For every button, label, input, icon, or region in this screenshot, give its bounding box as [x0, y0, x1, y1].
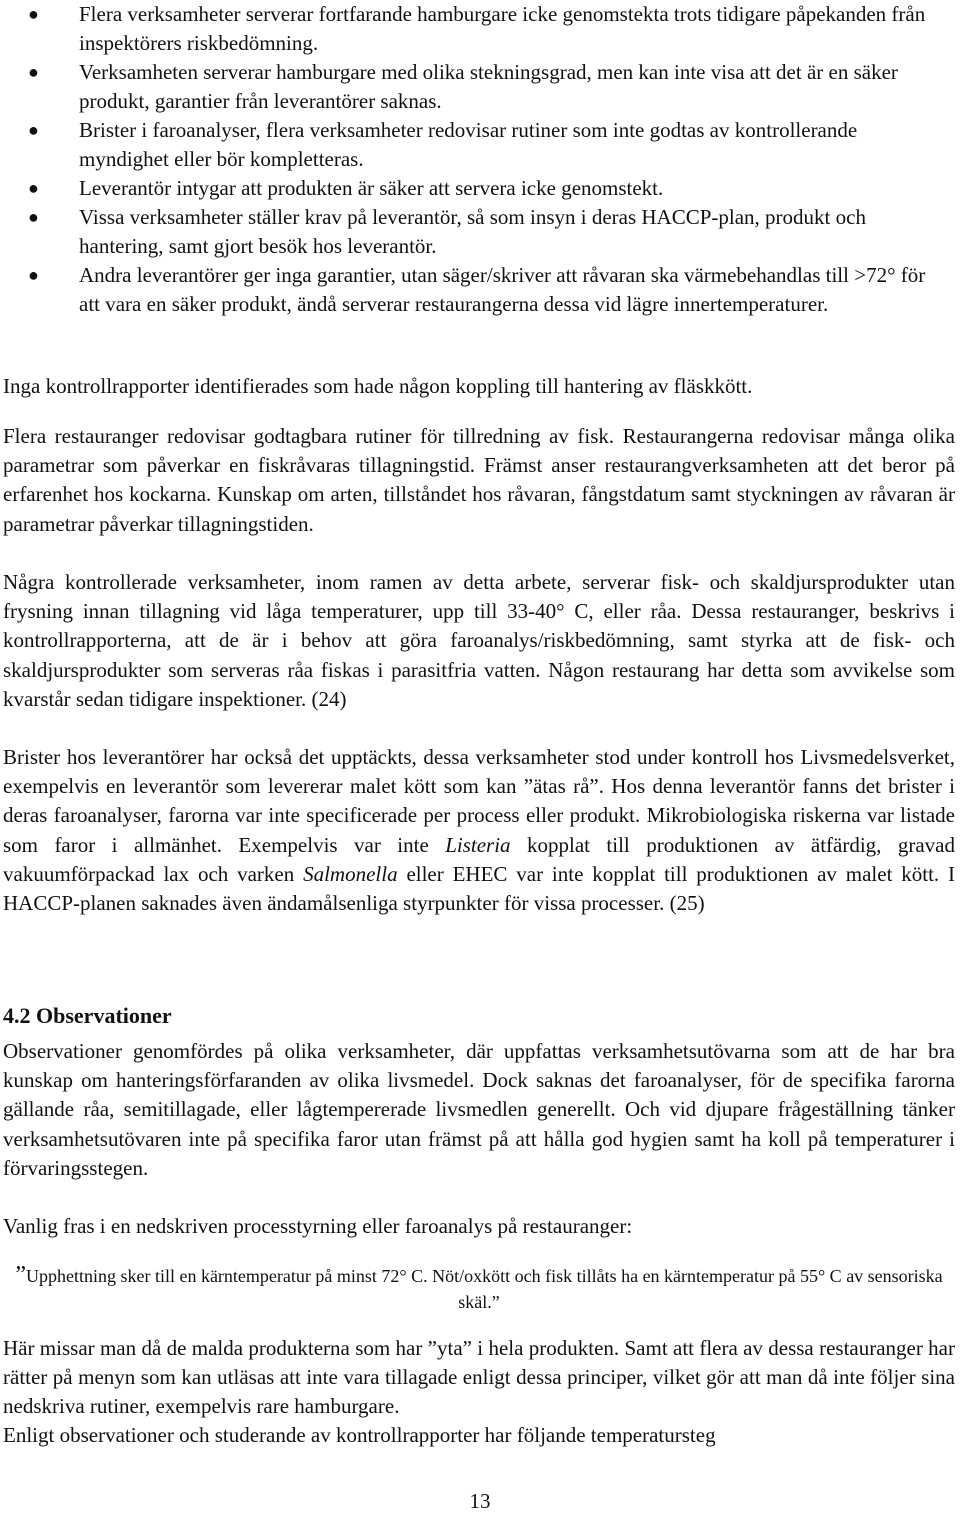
paragraph-yta: Här missar man då de malda produkterna som har ”yta” i hela produkten. Samt att flera av dessa restauranger har rätter på menyn som kan utläsas att inte vara tillagade enligt dessa principer, vilket gör att man då inte följer sina nedskriva rutiner, exempelvis rare hamburgare. [3, 1336, 955, 1419]
quote-close-mark: ” [491, 1292, 500, 1312]
paragraph-vanlig-fras: Vanlig fras i en nedskriven processtyrning eller faroanalys på restauranger: [3, 1214, 633, 1238]
quoted-phrase [3, 1262, 955, 1315]
bullet-item [0, 261, 960, 319]
findings-bullet-list [0, 0, 960, 319]
paragraph-fisk: Flera restauranger redovisar godtagbara rutiner för tillredning av fisk. Restaurangerna redovisar många olika parametrar som påverkar en fiskråvaras tillagningstid. Främst anser restaurangverksamheten att det beror på erfarenhet hos kockarna. Kunskap om arten, tillståndet hos råvaran, fångstdatum samt styckningen av råvaran är parametrar påverkar tillagningstiden. [3, 424, 955, 536]
leverantor-text-1: Brister hos leverantörer har också det upptäckts, dessa verksamheter stod under kontroll hos Livsmedelsverket, exempelvis en leverantör som levererar malet kött som kan ”ätas rå”. Hos denna leverantör fanns det brister i deras faroanalyser, farorna var inte specificerade per process eller produkt. Mikrobiologiska riskerna var listade som faror i allmänhet. Exempelvis var inte [3, 745, 955, 857]
bullet-text: Leverantör intygar att produkten är säker att servera icke genomstekt. [79, 176, 664, 200]
page-number: 13 [469, 1489, 491, 1513]
section-heading: 4.2 Observationer [3, 1003, 172, 1028]
bullet-icon: ● [28, 178, 39, 198]
bullet-item [0, 203, 960, 261]
quote-open-mark: ” [15, 1262, 26, 1288]
bullet-icon: ● [28, 120, 39, 140]
paragraph-enligt: Enligt observationer och studerande av kontrollrapporter har följande temperatursteg [3, 1423, 716, 1447]
bullet-text: Flera verksamheter serverar fortfarande hamburgare icke genomstekta trots tidigare påpekanden från inspektörers riskbedömning. [79, 2, 926, 55]
bullet-item [0, 174, 960, 203]
leverantor-text-2: kopplat till produktionen av ätfärdig, gravad vakuumförpackad lax och varken [3, 832, 955, 886]
bullet-icon: ● [28, 265, 39, 285]
bullet-item [0, 58, 960, 116]
bullet-item [0, 116, 960, 174]
quote-text: Upphettning sker till en kärntemperatur på minst 72° C. Nöt/oxkött och fisk tillåts ha en kärntemperatur på 55° C av sensoriska skäl. [25, 1266, 943, 1312]
bullet-text: Brister i faroanalyser, flera verksamheter redovisar rutiner som inte godtas av kontrollerande myndighet eller bör kompletteras. [79, 118, 858, 171]
paragraph-skaldjur: Några kontrollerade verksamheter, inom ramen av detta arbete, serverar fisk- och skaldjursprodukter utan frysning innan tillagning vid låga temperaturer, upp till 33-40° C, eller råa. Dessa restauranger, beskrivs i kontrollrapporterna, att de är i behov att göra faroanalys/riskbedömning, samt styrka att de fisk- och skaldjursprodukter som serveras råa fiskas i parasitfria vatten. Någon restaurang har detta som avvikelse som kvarstår sedan tidigare inspektioner. (24) [3, 570, 955, 711]
paragraph-observationer: Observationer genomfördes på olika verksamheter, där uppfattas verksamhetsutövarna som att de har bra kunskap om hanteringsförfaranden av olika livsmedel. Dock saknas det faroanalyser, för de specifika farorna gällande råa, semitillagade, eller lågtempererade livsmedlen generellt. Och vid djupare frågeställning tänker verksamhetsutövaren inte på specifika faror utan främst på att hålla god hygien samt ha koll på temperaturer i förvaringsstegen. [3, 1039, 955, 1180]
bullet-icon: ● [28, 207, 39, 227]
paragraph-kontrollrapporter: Inga kontrollrapporter identifierades som hade någon koppling till hantering av fläskkött. [3, 374, 753, 398]
salmonella-term: Salmonella [303, 861, 398, 886]
bullet-text: Andra leverantörer ger inga garantier, utan säger/skriver att råvaran ska värmebehandlas till >72° för att vara en säker produkt, ändå serverar restaurangerna dessa vid lägre innertemperaturer. [79, 263, 926, 316]
leverantor-text-3: eller EHEC var inte kopplat till produktionen av malet kött. I HACCP-planen saknades även ändamålsenliga styrpunkter för vissa processer. (25) [3, 861, 955, 916]
bullet-icon: ● [28, 62, 39, 82]
listeria-term: Listeria [445, 832, 511, 857]
bullet-text: Vissa verksamheter ställer krav på leverantör, så som insyn i deras HACCP-plan, produkt och hantering, samt gjort besök hos leverantör. [79, 205, 866, 258]
paragraph-leverantorer [3, 743, 955, 918]
bullet-icon: ● [28, 4, 39, 24]
bullet-item [0, 0, 960, 58]
bullet-text: Verksamheten serverar hamburgare med olika stekningsgrad, men kan inte visa att det är en säker produkt, garantier från leverantörer saknas. [79, 60, 898, 113]
